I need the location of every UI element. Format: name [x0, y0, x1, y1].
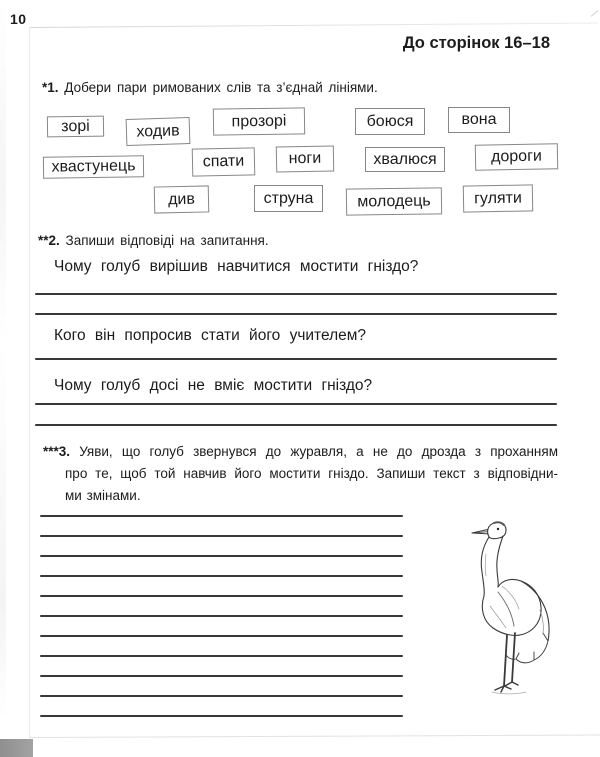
word-box: вона	[448, 107, 510, 133]
writing-line	[40, 555, 403, 557]
task1-instruction: Добери пари римованих слів та з’єднай лініями.	[64, 80, 378, 95]
task3-text-line-2: про те, щоб той навчив його мостити гніздо. Запиши текст з відповідни-	[65, 466, 558, 481]
writing-line	[40, 715, 403, 717]
page-edge-shadow	[0, 739, 33, 757]
crane-illustration	[452, 514, 564, 706]
task1-header	[42, 80, 378, 95]
writing-line	[40, 535, 403, 537]
writing-line	[40, 655, 403, 657]
task3-text-line-1: ***3. Уяви, що голуб звернувся до журавля, а не до дрозда з проханням	[43, 444, 558, 459]
word-box: спати	[192, 147, 256, 176]
word-box: ходив	[126, 117, 191, 146]
word-box: струна	[254, 185, 323, 212]
answer-line	[35, 313, 557, 315]
writing-line	[40, 515, 403, 517]
task2-label: **2.	[38, 233, 60, 248]
word-box: боюся	[355, 108, 425, 135]
answer-line	[35, 424, 557, 426]
answer-line	[35, 403, 557, 405]
writing-line	[40, 675, 403, 677]
task3-label: ***3.	[43, 444, 71, 459]
page-header: До сторінок 16–18	[402, 34, 550, 52]
scan-artifact	[591, 10, 599, 17]
writing-line	[40, 615, 403, 617]
word-box: хвалюся	[365, 147, 445, 172]
scan-edge-shading	[0, 0, 6, 757]
answer-line	[35, 293, 557, 295]
left-margin-rule	[29, 27, 30, 737]
writing-line	[40, 635, 403, 637]
word-box: дороги	[475, 143, 558, 170]
word-box: гуляти	[463, 184, 533, 212]
task2-header	[38, 233, 269, 248]
writing-line	[40, 595, 403, 597]
word-box: ноги	[276, 145, 334, 172]
question-1: Чому голуб вирішив навчитися мостити гніздо?	[54, 258, 419, 275]
task1-label: *1.	[42, 80, 59, 95]
page-number: 10	[10, 11, 27, 27]
answer-line	[35, 358, 557, 360]
bottom-rule	[29, 735, 600, 738]
top-rule	[29, 23, 598, 28]
task3-text-line-3: ми змінами.	[65, 488, 141, 503]
word-box: див	[154, 185, 210, 213]
writing-line	[40, 575, 403, 577]
question-3: Чому голуб досі не вміє мостити гніздо?	[54, 377, 373, 394]
word-box: хвастунець	[43, 155, 144, 178]
question-2: Кого він попросив стати його учителем?	[54, 327, 367, 344]
word-box: молодець	[346, 187, 442, 215]
writing-line	[40, 695, 403, 697]
word-box: зорі	[47, 116, 104, 138]
word-box: прозорі	[213, 107, 305, 135]
task2-instruction: Запиши відповіді на запитання.	[65, 233, 269, 248]
task3-header	[35, 441, 558, 507]
